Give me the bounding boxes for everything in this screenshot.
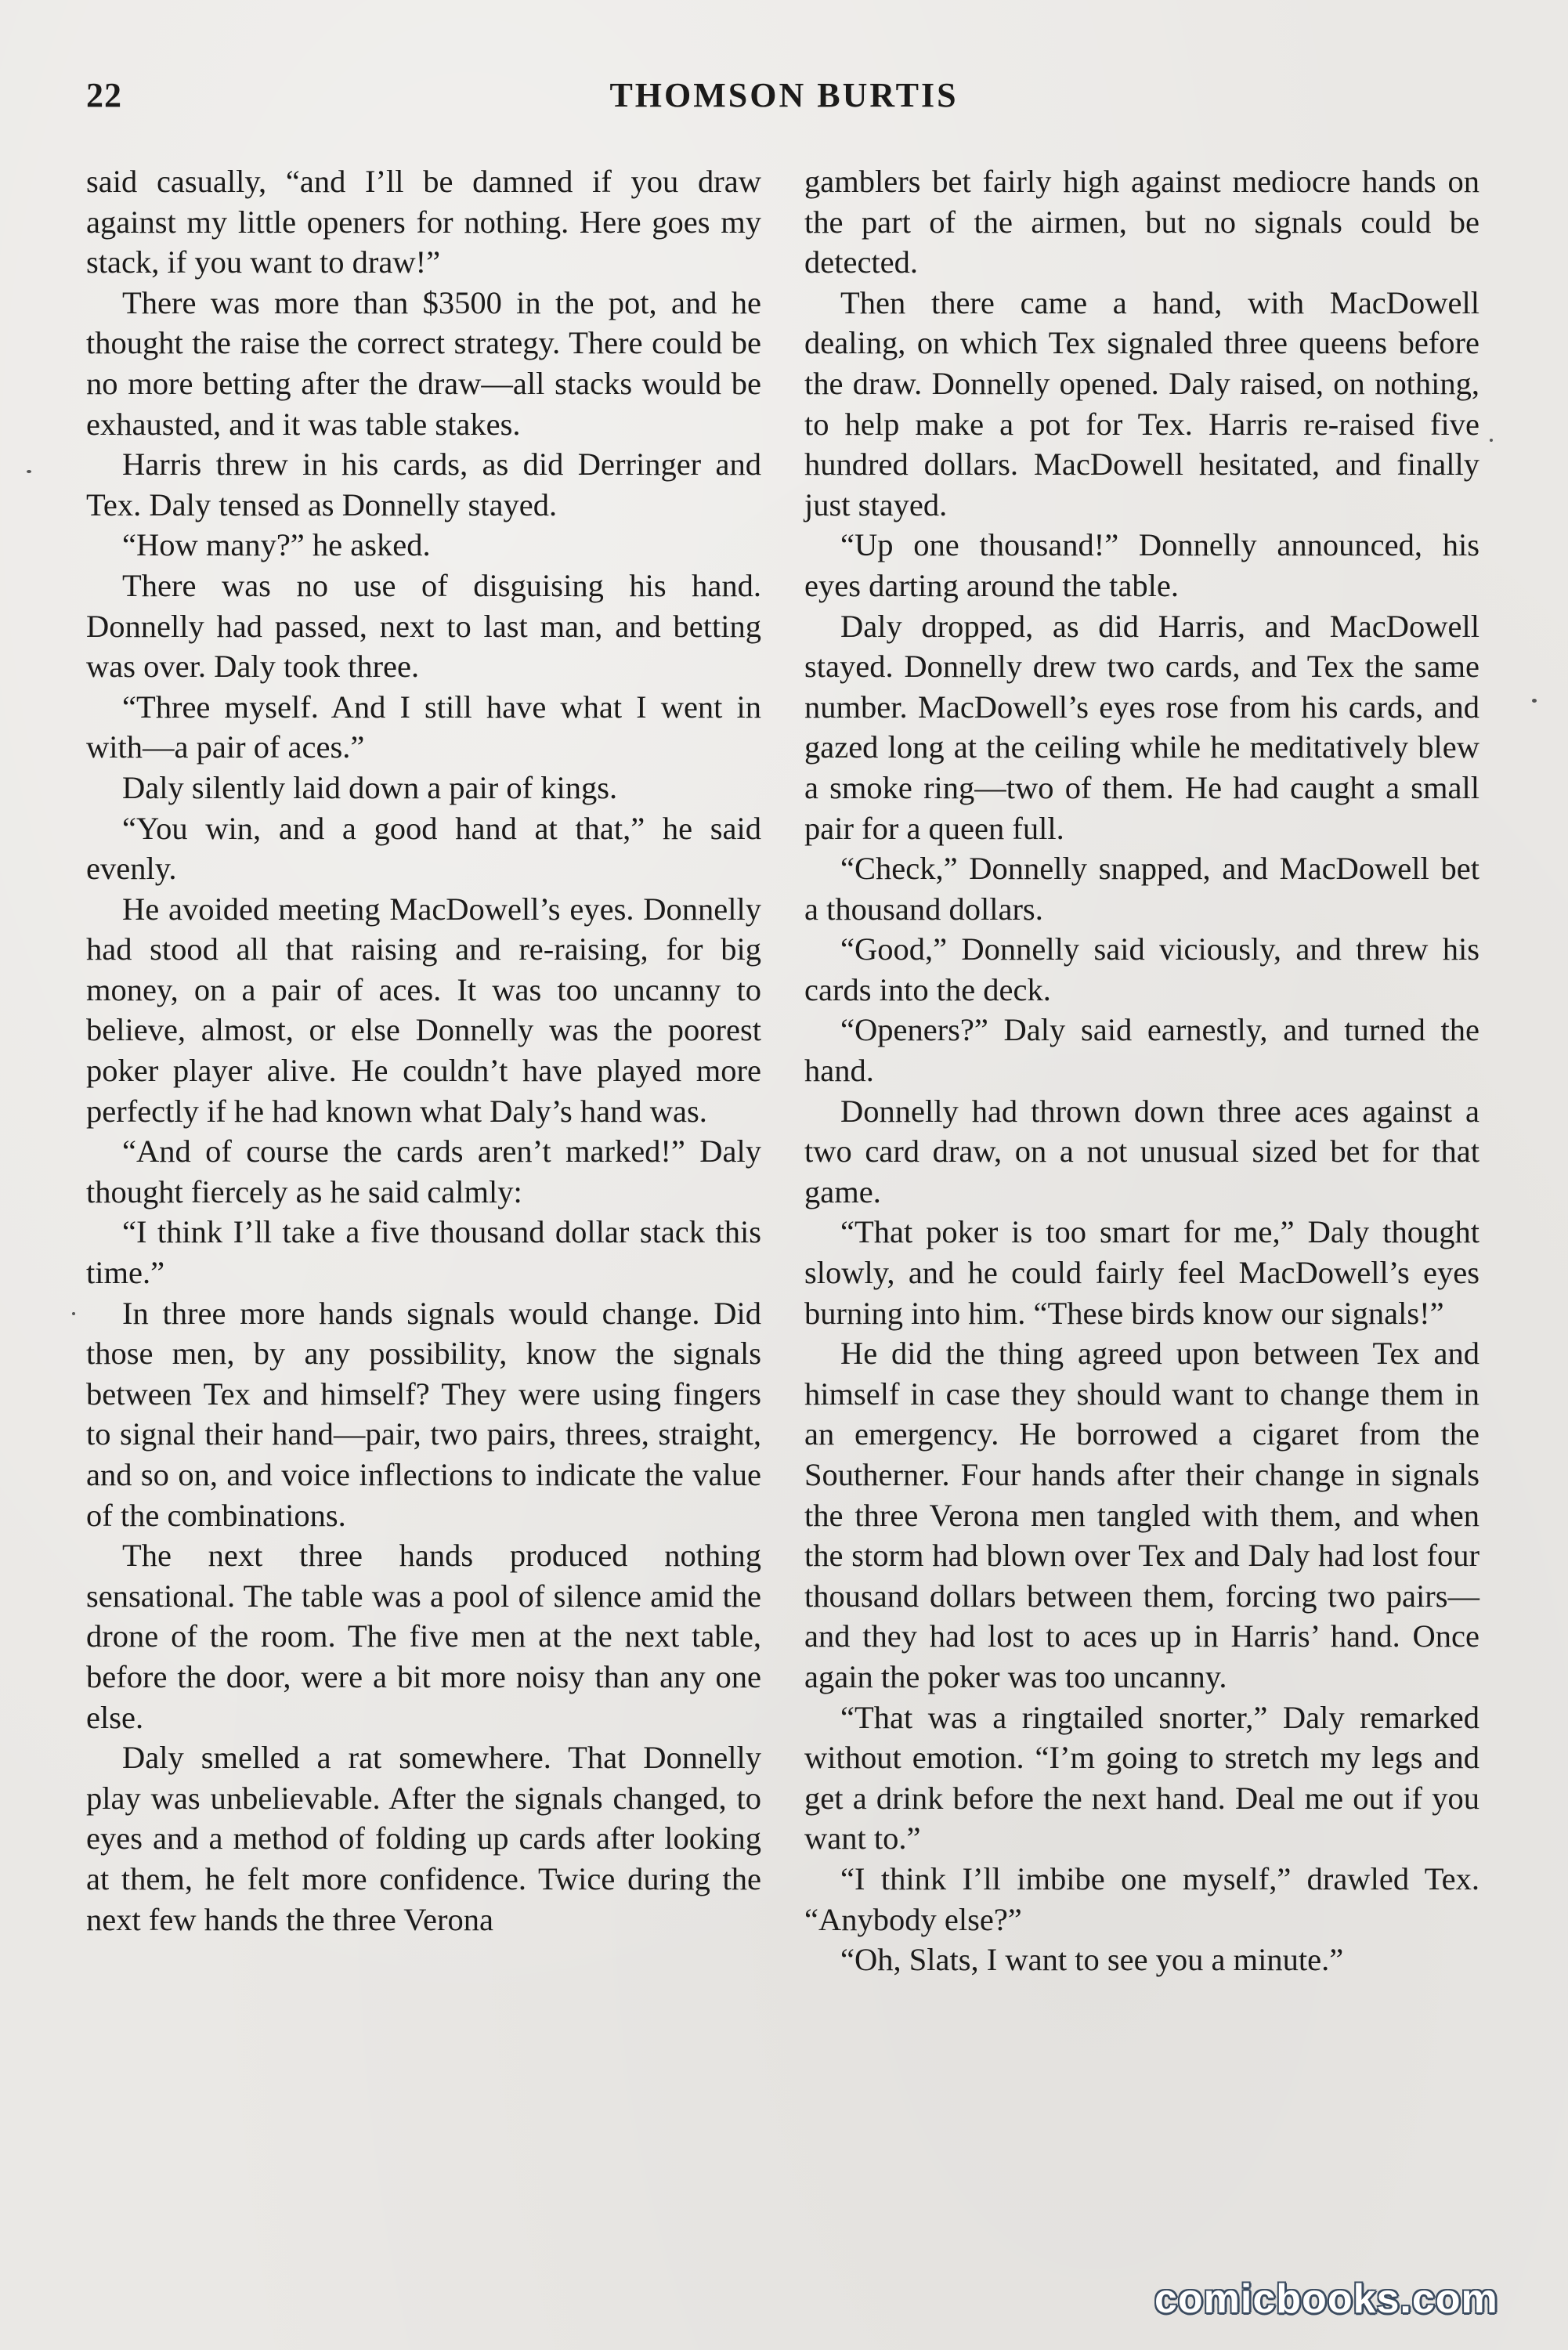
paragraph: gamblers bet fairly high against mediocre hands on the part of the airmen, but no signals could be detected. xyxy=(804,164,1479,280)
left-column xyxy=(86,161,761,1940)
paper-speck xyxy=(1532,699,1537,703)
paragraph: “I think I’ll take a five thousand dollar stack this time.” xyxy=(86,1214,761,1291)
right-column xyxy=(804,161,1479,1980)
paragraph: “Oh, Slats, I want to see you a minute.” xyxy=(840,1942,1344,1978)
paragraph: Donnelly had thrown down three aces against a two card draw, on a not unusual sized bet for that game. xyxy=(804,1093,1479,1209)
paper-speck xyxy=(1490,439,1493,442)
running-head: THOMSON BURTIS xyxy=(609,76,959,114)
paragraph: “Good,” Donnelly said viciously, and threw his cards into the deck. xyxy=(804,931,1479,1007)
paragraph: Daly smelled a rat somewhere. That Donnelly play was unbelievable. After the signals changed, to eyes and a method of folding up cards after looking at them, he felt more confidence. Twice during the next few hands the three Verona xyxy=(86,1740,761,1937)
paragraph: “You win, and a good hand at that,” he said evenly. xyxy=(86,810,761,887)
paragraph: “And of course the cards aren’t marked!” Daly thought fiercely as he said calmly: xyxy=(86,1133,761,1209)
paragraph: “Three myself. And I still have what I went in with—a pair of aces.” xyxy=(86,689,761,765)
paragraph: There was more than $3500 in the pot, and he thought the raise the correct strategy. There could be no more betting after the draw—all stacks would be exhausted, and it was table stakes. xyxy=(86,284,761,442)
paragraph: Then there came a hand, with MacDowell dealing, on which Tex signaled three queens before the draw. Donnelly opened. Daly raised, on nothing, to help make a pot for Tex. Harris re-raised five hundred dollars. MacDowell hesitated, and finally just stayed. xyxy=(804,284,1479,522)
paper-speck xyxy=(27,470,31,473)
watermark: comicbooks.com xyxy=(1154,2276,1498,2322)
paragraph: There was no use of disguising his hand. Donnelly had passed, next to last man, and betting was over. Daly took three. xyxy=(86,567,761,685)
paragraph: He did the thing agreed upon between Tex and himself in case they should want to change them in an emergency. He borrowed a cigaret from the Southerner. Four hands after their change in signals the three Verona men tangled with them, and when the storm had blown over Tex and Daly had lost four thousand dollars between them, forcing two pairs—and they had lost to aces up in Harris’ hand. Once again the poker was too uncanny. xyxy=(804,1336,1479,1694)
paragraph: “How many?” he asked. xyxy=(122,527,431,563)
page-header xyxy=(0,75,1568,122)
paragraph: Daly dropped, as did Harris, and MacDowell stayed. Donnelly drew two cards, and Tex the same number. MacDowell’s eyes rose from his cards, and gazed long at the ceiling while he meditatively blew a smoke ring—two of them. He had caught a small pair for a queen full. xyxy=(804,608,1479,846)
paragraph: The next three hands produced nothing sensational. The table was a pool of silence amid the drone of the room. The five men at the next table, before the door, were a bit more noisy than any one else. xyxy=(86,1538,761,1735)
paragraph: “Openers?” Daly said earnestly, and turned the hand. xyxy=(804,1012,1479,1089)
paragraph: Harris threw in his cards, as did Derringer and Tex. Daly tensed as Donnelly stayed. xyxy=(86,446,761,522)
paper-speck xyxy=(72,1312,75,1315)
paragraph: Daly silently laid down a pair of kings. xyxy=(122,769,618,805)
paragraph: “That poker is too smart for me,” Daly thought slowly, and he could fairly feel MacDowell’s eyes burning into him. “These birds know our signals!” xyxy=(804,1214,1479,1331)
paragraph: In three more hands signals would change. Did those men, by any possibility, know the signals between Tex and himself? They were using fingers to signal their hand—pair, two pairs, threes, straight, and so on, and voice inflections to indicate the value of the combinations. xyxy=(86,1295,761,1533)
paragraph: “I think I’ll imbibe one myself,” drawled Tex. “Anybody else?” xyxy=(804,1860,1479,1937)
paragraph: “That was a ringtailed snorter,” Daly remarked without emotion. “I’m going to stretch my legs and get a drink before the next hand. Deal me out if you want to.” xyxy=(804,1699,1479,1856)
page-number: 22 xyxy=(86,76,122,114)
paragraph: “Up one thousand!” Donnelly announced, his eyes darting around the table. xyxy=(804,527,1479,603)
paragraph: said casually, “and I’ll be damned if you draw against my little openers for nothing. Here goes my stack, if you want to draw!” xyxy=(86,164,761,280)
paragraph: He avoided meeting MacDowell’s eyes. Donnelly had stood all that raising and re-raising, for big money, on a pair of aces. It was too uncanny to believe, almost, or else Donnelly was the poorest poker player alive. He couldn’t have played more perfectly if he had known what Daly’s hand was. xyxy=(86,891,761,1129)
paragraph: “Check,” Donnelly snapped, and MacDowell bet a thousand dollars. xyxy=(804,851,1479,927)
